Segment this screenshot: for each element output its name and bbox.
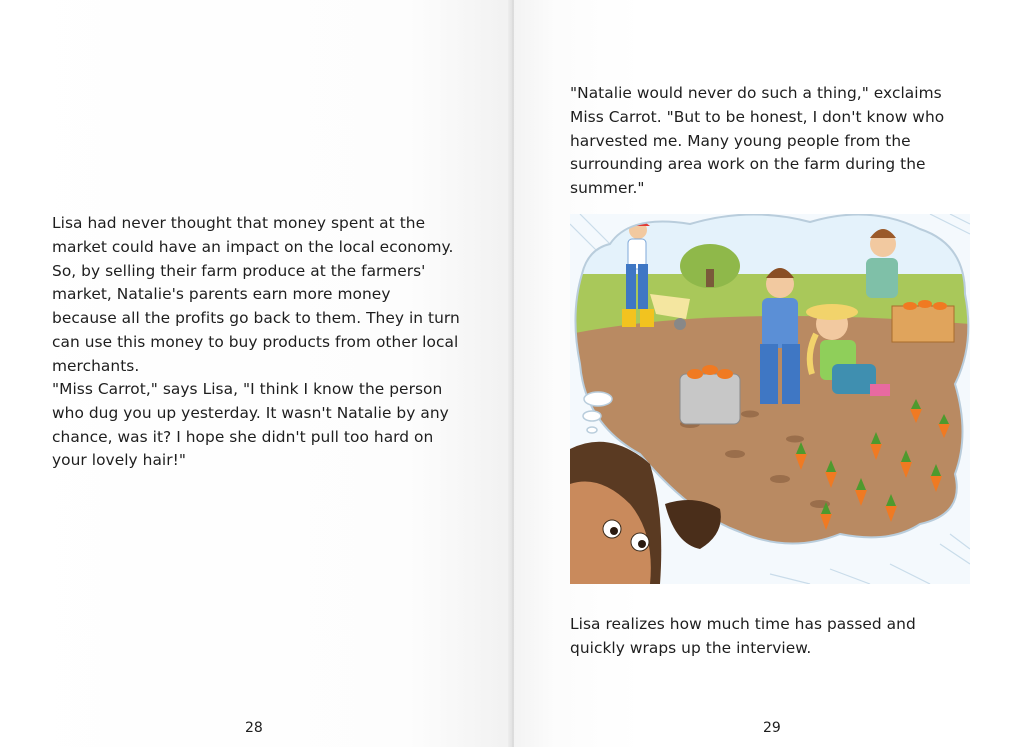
farm-harvest-illustration: [570, 214, 970, 584]
page-number-right: 29: [763, 720, 781, 736]
right-page: [514, 0, 1024, 747]
paragraph-wraps-up: Lisa realizes how much time has passed and quickly wraps up the interview.: [570, 615, 916, 657]
paragraph-local-economy: Lisa had never thought that money spent at the market could have an impact on the local economy. So, by selling their farm produce at the farmers' market, Natalie's parents earn more money because all the profits go back to them. They in turn can use this money to buy products from other local merchants.: [52, 214, 460, 375]
paragraph-miss-carrot-question: "Miss Carrot," says Lisa, "I think I know the person who dug you up yesterday. It wasn't Natalie by any chance, was it? I hope she didn't pull too hard on your lovely hair!": [52, 380, 449, 470]
harvest-thought-bubble-image: [570, 214, 970, 584]
paragraph-miss-carrot-answer: "Natalie would never do such a thing," exclaims Miss Carrot. "But to be honest, I don't know who harvested me. Many young people from the surrounding area work on the farm during the summer.": [570, 84, 945, 198]
page-number-left: 28: [245, 720, 263, 736]
